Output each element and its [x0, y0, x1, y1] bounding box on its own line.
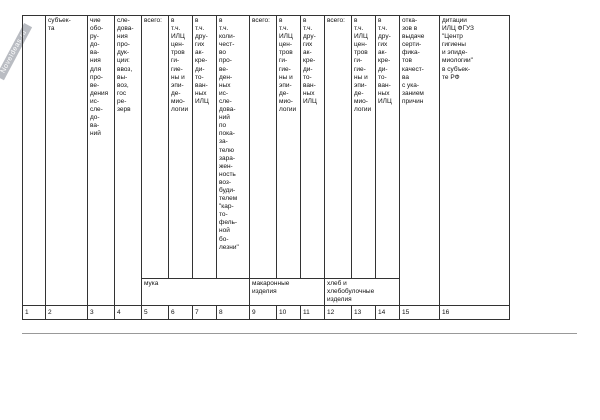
header-col-14: в т.ч. дру- гих ак- кре- ди- то- ван- ных ИЛЦ	[376, 16, 400, 279]
col-number: 16	[440, 306, 510, 320]
col-number: 15	[400, 306, 440, 320]
col-number: 8	[217, 306, 250, 320]
col-number: 2	[46, 306, 88, 320]
watermark-text: NoveIdeas.ru	[0, 23, 32, 80]
col-number: 7	[193, 306, 217, 320]
col-number: 9	[250, 306, 277, 320]
group-pasta: макаронные изделия	[250, 279, 325, 306]
col-number: 10	[277, 306, 301, 320]
page-divider	[22, 333, 577, 334]
header-col-2: субъек- та	[46, 16, 88, 306]
header-row	[23, 16, 510, 279]
col-number: 13	[352, 306, 376, 320]
col-number: 3	[88, 306, 115, 320]
col-number: 1	[23, 306, 46, 320]
header-col-1	[23, 16, 46, 306]
header-col-11: в т.ч. дру- гих ак- кре- ди- то- ван- ных ИЛЦ	[301, 16, 325, 279]
header-col-12: всего:	[325, 16, 352, 279]
watermark	[0, 6, 29, 86]
col-number: 4	[115, 306, 142, 320]
group-bread: хлеб и хлебобулочные изделия	[325, 279, 400, 306]
statistics-table	[22, 15, 510, 320]
header-col-3: чие обо- ру- до- ва- ния для про- ве- дения ис- сле- до- ва- ний	[88, 16, 115, 306]
header-col-10: в т.ч. ИЛЦ цен- тров ги- гие- ны и эпи- де- мио- логии	[277, 16, 301, 279]
col-number: 11	[301, 306, 325, 320]
header-col-13: в т.ч. ИЛЦ цен- тров ги- гие- ны и эпи- де- мио- логии	[352, 16, 376, 279]
header-col-7: в т.ч. дру- гих ак- кре- ди- то- ван- ных ИЛЦ	[193, 16, 217, 279]
group-flour: мука	[142, 279, 250, 306]
header-col-16: дитации ИЛЦ ФГУЗ "Центр гигиены и эпиде- миологии" в субъек- те РФ	[440, 16, 510, 306]
column-number-row	[23, 306, 510, 320]
col-number: 14	[376, 306, 400, 320]
col-number: 12	[325, 306, 352, 320]
header-col-4: сле- дова- ния про- дук- ции: ввоз, вы- воз, гос ре- зерв	[115, 16, 142, 306]
col-number: 6	[169, 306, 193, 320]
header-col-8: в т.ч. коли- чест- во про- ве- ден- ных ис- сле- дова- ний по пока- за- телю зара- жен- ность воз- буди- телем "кар- то- фель- ной бо- лезни"	[217, 16, 250, 279]
header-col-15: отка- зов в выдаче серти- фика- тов качест- ва с ука- занием причин	[400, 16, 440, 306]
header-col-5: всего:	[142, 16, 169, 279]
col-number: 5	[142, 306, 169, 320]
header-col-6: в т.ч. ИЛЦ цен- тров ги- гие- ны и эпи- де- мио- логии	[169, 16, 193, 279]
header-col-9: всего:	[250, 16, 277, 279]
